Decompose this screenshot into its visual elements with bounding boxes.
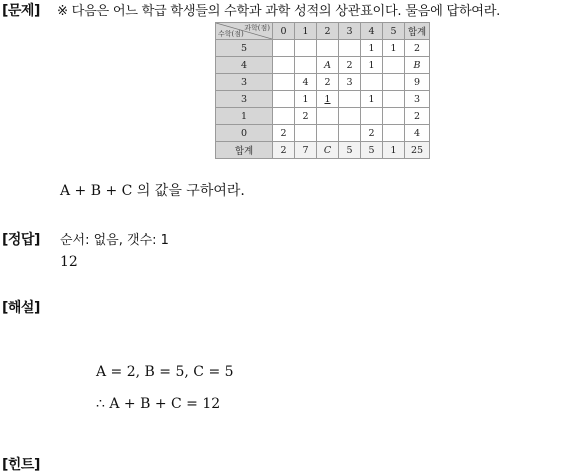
table-cell: 1 (295, 91, 317, 108)
table-cell (273, 57, 295, 74)
col-header: 5 (383, 23, 405, 40)
corner-math-label: 수학(점) (218, 30, 244, 38)
row-header: 1 (216, 108, 273, 125)
col-header: 1 (295, 23, 317, 40)
table-cell: 2 (361, 125, 383, 142)
table-corner (216, 23, 273, 40)
col-header: 4 (361, 23, 383, 40)
row-header: 5 (216, 40, 273, 57)
table-cell-total: 3 (405, 91, 430, 108)
table-cell: 1 (383, 142, 405, 159)
table-cell (383, 91, 405, 108)
answer-label: [정답] (2, 232, 40, 248)
table-cell: 2 (273, 142, 295, 159)
table-row (216, 125, 430, 142)
table-cell-total: 9 (405, 74, 430, 91)
table-cell: 1 (361, 57, 383, 74)
table-cell (383, 57, 405, 74)
explanation-line-2: ∴ A + B + C = 12 (96, 396, 221, 412)
table-cell-variable-c: C (317, 142, 339, 159)
table-cell: 4 (295, 74, 317, 91)
col-header-total: 합계 (405, 23, 430, 40)
table-cell (339, 125, 361, 142)
table-cell: 2 (295, 108, 317, 125)
table-cell (273, 40, 295, 57)
corner-science-label: 과학(점) (244, 24, 270, 32)
table-cell (295, 125, 317, 142)
answer-value: 12 (60, 254, 78, 270)
table-cell: 7 (295, 142, 317, 159)
table-cell (273, 108, 295, 125)
hint-label: [힌트] (2, 457, 40, 473)
table-cell: 1 (361, 91, 383, 108)
table-cell (339, 40, 361, 57)
question-expression: A + B + C 의 값을 구하여라. (60, 183, 245, 199)
table-cell (295, 57, 317, 74)
table-cell: 3 (339, 74, 361, 91)
table-cell (361, 74, 383, 91)
table-cell (317, 108, 339, 125)
explanation-line-1: A = 2, B = 5, C = 5 (96, 364, 234, 380)
question-label: [문제] (2, 3, 40, 19)
table-row (216, 91, 430, 108)
table-cell: 5 (339, 142, 361, 159)
col-header: 2 (317, 23, 339, 40)
table-row (216, 108, 430, 125)
table-cell: 2 (273, 125, 295, 142)
table-cell-total: 2 (405, 40, 430, 57)
col-header: 3 (339, 23, 361, 40)
row-header: 3 (216, 74, 273, 91)
table-cell: 5 (361, 142, 383, 159)
table-row (216, 57, 430, 74)
total-row-header: 합계 (216, 142, 273, 159)
table-row (216, 74, 430, 91)
table-cell-grand-total: 25 (405, 142, 430, 159)
table-cell: 1 (383, 40, 405, 57)
row-header: 4 (216, 57, 273, 74)
table-cell (295, 40, 317, 57)
table-total-row (216, 142, 430, 159)
table-cell (383, 74, 405, 91)
table-cell-total: 2 (405, 108, 430, 125)
col-header: 0 (273, 23, 295, 40)
question-text: ※ 다음은 어느 학급 학생들의 수학과 과학 성적의 상관표이다. 물음에 답하여라. (57, 4, 501, 19)
row-header: 0 (216, 125, 273, 142)
table-cell: 1 (361, 40, 383, 57)
table-cell (273, 91, 295, 108)
table-row (216, 40, 430, 57)
explanation-label: [해설] (2, 300, 40, 316)
table-cell-variable-b: B (405, 57, 430, 74)
table-cell (317, 40, 339, 57)
table-cell: 1 (317, 91, 339, 108)
answer-order-count: 순서: 없음, 갯수: 1 (60, 233, 169, 248)
table-cell (339, 108, 361, 125)
table-cell-variable-a: A (317, 57, 339, 74)
table-cell (317, 125, 339, 142)
correlation-table (215, 22, 430, 159)
table-cell: 2 (339, 57, 361, 74)
table-cell (273, 74, 295, 91)
row-header: 3 (216, 91, 273, 108)
table-cell (339, 91, 361, 108)
table-cell (383, 108, 405, 125)
table-cell (361, 108, 383, 125)
table-cell (383, 125, 405, 142)
table-cell: 2 (317, 74, 339, 91)
table-cell-total: 4 (405, 125, 430, 142)
